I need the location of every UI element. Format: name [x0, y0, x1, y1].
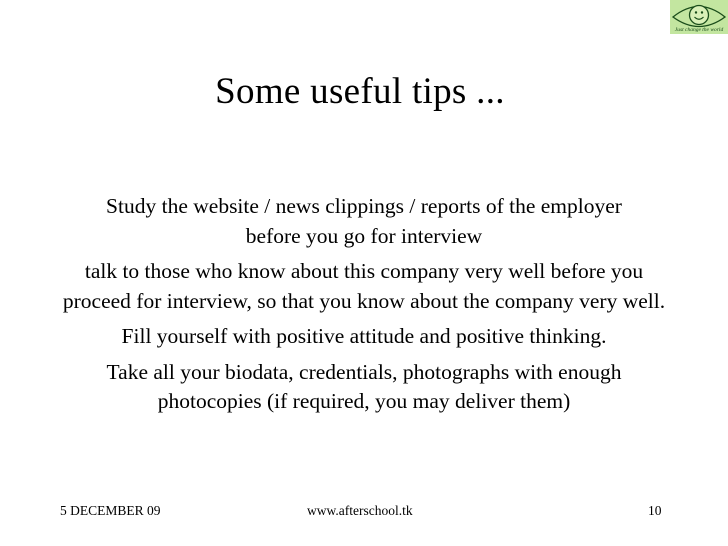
eye-smiley-logo-icon [670, 0, 728, 34]
tip-item: talk to those who know about this company very well before you proceed for interview, so that you know about the company very well. [62, 259, 666, 313]
tip-item: Fill yourself with positive attitude and positive thinking. [121, 324, 607, 348]
footer-page-number: 10 [648, 503, 662, 518]
logo [670, 0, 728, 34]
logo-caption: Just change the world [674, 27, 724, 33]
tips-list [0, 192, 728, 423]
tip-item: Study the website / news clippings / reports of the employer before you go for interview [106, 194, 622, 248]
tip-item: Take all your biodata, credentials, photographs with enough photocopies (if required, you may deliver them) [106, 359, 622, 413]
footer-website: www.afterschool.tk [307, 503, 413, 518]
footer-date: 5 DECEMBER 09 [60, 503, 161, 518]
slide-title: Some useful tips ... [215, 71, 505, 112]
